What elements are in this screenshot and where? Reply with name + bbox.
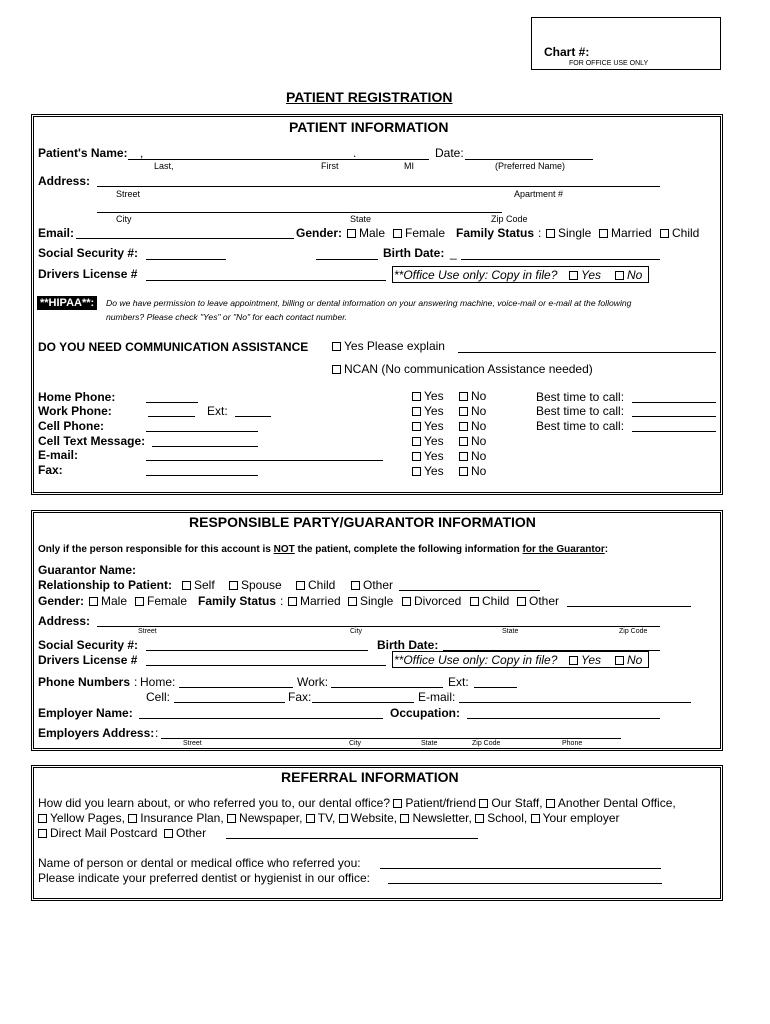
- license-label: Drivers License #: [38, 267, 138, 281]
- occupation-field[interactable]: [467, 718, 660, 719]
- comm-explain-field[interactable]: [458, 352, 716, 353]
- license-field[interactable]: [146, 280, 386, 281]
- g-other-checkbox[interactable]: [517, 597, 526, 606]
- ext-label: Ext:: [207, 404, 228, 418]
- fax-no-checkbox[interactable]: [459, 467, 468, 476]
- work-yes-label: Yes: [424, 404, 444, 418]
- office-use-text: **Office Use only: Copy in file?: [394, 268, 558, 282]
- g-phone-label: Phone Numbers: [38, 675, 131, 689]
- referral-row-3: [38, 826, 206, 840]
- g-female-checkbox[interactable]: [135, 597, 144, 606]
- sub-zip: Zip Code: [491, 214, 528, 224]
- office-no-checkbox[interactable]: [615, 271, 624, 280]
- ssn-label: Social Security #:: [38, 246, 139, 260]
- rel-other-label: Other: [363, 578, 394, 592]
- email-yes-checkbox[interactable]: [412, 452, 421, 461]
- referral-question: How did you learn about, or who referred you to, our dental office?: [38, 796, 390, 810]
- e-sub-zip: Zip Code: [472, 740, 501, 747]
- insurance-plan-label: Insurance Plan,: [140, 811, 224, 825]
- home-yes-checkbox[interactable]: [412, 392, 421, 401]
- sub-street: Street: [116, 189, 141, 199]
- self-label: Self: [194, 578, 215, 592]
- chart-number-label: Chart #:: [544, 45, 590, 59]
- note-c: :: [604, 544, 609, 555]
- fax-label: Fax:: [38, 463, 63, 477]
- sub-state: State: [350, 214, 372, 224]
- g-home-label: Home:: [140, 675, 176, 689]
- office-no-label: No: [627, 268, 643, 282]
- employers-address-label: Employers Address:: [38, 726, 155, 740]
- g-office-no-checkbox[interactable]: [615, 656, 624, 665]
- email2-field[interactable]: [146, 460, 383, 461]
- g-email-field[interactable]: [459, 702, 691, 703]
- child-label: Child: [672, 226, 700, 240]
- g-work-label: Work:: [297, 675, 329, 689]
- g-office-yes-checkbox[interactable]: [569, 656, 578, 665]
- referral-other-label: Other: [176, 826, 207, 840]
- cell-phone-label: Cell Phone:: [38, 419, 105, 433]
- g-ext-label: Ext:: [448, 675, 469, 689]
- best-time-field-2[interactable]: [632, 416, 716, 417]
- single-checkbox[interactable]: [546, 229, 555, 238]
- g-cell-label: Cell:: [146, 690, 171, 704]
- text-yes-label: Yes: [424, 434, 444, 448]
- g-fax-label: Fax:: [288, 690, 312, 704]
- newsletter-checkbox[interactable]: [400, 814, 409, 823]
- referral-row-2: [38, 811, 620, 825]
- your-employer-label: Your employer: [542, 811, 620, 825]
- work-phone-field[interactable]: [148, 416, 195, 417]
- referral-row-1: [38, 796, 676, 810]
- city-state-zip-field[interactable]: [97, 212, 502, 213]
- home-phone-field[interactable]: [146, 402, 198, 403]
- note-b: the patient, complete the following information: [294, 544, 523, 555]
- comm-yes-checkbox[interactable]: [332, 342, 341, 351]
- sub-apartment: Apartment #: [514, 189, 564, 199]
- ssn-field-2[interactable]: [316, 259, 378, 260]
- g-ssn-field[interactable]: [146, 650, 368, 651]
- g-address-label: Address:: [38, 614, 91, 628]
- g-birth-label: Birth Date:: [377, 638, 439, 652]
- cell-text-field[interactable]: [152, 446, 258, 447]
- g-email-label: E-mail:: [418, 690, 456, 704]
- g-other-label: Other: [529, 594, 560, 608]
- referral-other-field[interactable]: [226, 838, 478, 839]
- sub-preferred-name: (Preferred Name): [495, 161, 566, 171]
- home-no-label: No: [471, 389, 487, 403]
- g-child-checkbox[interactable]: [470, 597, 479, 606]
- g-ext-field[interactable]: [474, 687, 517, 688]
- cell-yes-checkbox[interactable]: [412, 422, 421, 431]
- fax-no-label: No: [471, 464, 487, 478]
- employers-address-field[interactable]: [161, 738, 621, 739]
- fax-yes-checkbox[interactable]: [412, 467, 421, 476]
- g-female-label: Female: [147, 594, 188, 608]
- g-married-checkbox[interactable]: [288, 597, 297, 606]
- hipaa-text-2: numbers? Please check "Yes" or "No" for each contact number.: [106, 312, 348, 322]
- guarantor-note: [38, 544, 608, 555]
- birth-date-field[interactable]: [461, 259, 660, 260]
- sub-mi: MI: [404, 161, 414, 171]
- date-field[interactable]: [465, 159, 593, 160]
- g-single-label: Single: [360, 594, 394, 608]
- best-time-field-3[interactable]: [632, 431, 716, 432]
- school-label: School,: [487, 811, 528, 825]
- ncan-label: NCAN (No communication Assistance needed): [344, 362, 593, 376]
- email-no-checkbox[interactable]: [459, 452, 468, 461]
- preferred-dentist-field[interactable]: [388, 883, 662, 884]
- note-a: Only if the person responsible for this account is: [38, 544, 274, 555]
- newsletter-label: Newsletter,: [412, 811, 472, 825]
- guarantor-name-label: Guarantor Name:: [38, 563, 137, 577]
- tv-checkbox[interactable]: [306, 814, 315, 823]
- sub-last: Last,: [154, 161, 174, 171]
- patient-friend-label: Patient/friend: [405, 796, 477, 810]
- email2-label: E-mail:: [38, 448, 79, 462]
- email-field[interactable]: [76, 238, 294, 239]
- e-sub-street: Street: [183, 740, 202, 747]
- e-sub-state: State: [421, 740, 438, 747]
- g-license-field[interactable]: [146, 665, 386, 666]
- school-checkbox[interactable]: [475, 814, 484, 823]
- cell-text-label: Cell Text Message:: [38, 434, 146, 448]
- home-phone-label: Home Phone:: [38, 390, 116, 404]
- address-label: Address:: [38, 174, 91, 188]
- website-label: Website,: [350, 811, 398, 825]
- g-male-checkbox[interactable]: [89, 597, 98, 606]
- direct-mail-checkbox[interactable]: [38, 829, 47, 838]
- female-checkbox[interactable]: [393, 229, 402, 238]
- cell-phone-field[interactable]: [146, 431, 258, 432]
- g-other-field[interactable]: [567, 606, 691, 607]
- office-use-note: FOR OFFICE USE ONLY: [569, 60, 649, 67]
- ncan-checkbox[interactable]: [332, 365, 341, 374]
- g-sub-state: State: [502, 628, 519, 635]
- our-staff-checkbox[interactable]: [479, 799, 488, 808]
- relationship-label: Relationship to Patient:: [38, 578, 173, 592]
- g-address-field[interactable]: [97, 626, 660, 627]
- g-fax-field[interactable]: [312, 702, 414, 703]
- employer-field[interactable]: [139, 718, 383, 719]
- g-sub-street: Street: [138, 628, 157, 635]
- office-yes-checkbox[interactable]: [569, 271, 578, 280]
- newspaper-checkbox[interactable]: [227, 814, 236, 823]
- work-phone-label: Work Phone:: [38, 404, 112, 418]
- note-not: NOT: [273, 544, 295, 555]
- work-no-checkbox[interactable]: [459, 407, 468, 416]
- patient-friend-checkbox[interactable]: [393, 799, 402, 808]
- hipaa-text-1: Do we have permission to leave appointment, billing or dental information on your answering machine, voice-mail or e-mail at the following: [106, 298, 632, 308]
- patient-section-title: PATIENT INFORMATION: [289, 119, 449, 135]
- tv-label: TV,: [317, 811, 336, 825]
- email-label: Email:: [38, 226, 75, 240]
- g-divorced-label: Divorced: [414, 594, 462, 608]
- another-dental-label: Another Dental Office,: [557, 796, 676, 810]
- self-checkbox[interactable]: [182, 581, 191, 590]
- single-label: Single: [558, 226, 592, 240]
- website-checkbox[interactable]: [339, 814, 348, 823]
- form-title: PATIENT REGISTRATION: [286, 89, 453, 105]
- note-for: for the Guarantor: [522, 544, 605, 555]
- name-dot: .: [353, 146, 357, 160]
- spouse-checkbox[interactable]: [229, 581, 238, 590]
- male-label: Male: [359, 226, 386, 240]
- insurance-plan-checkbox[interactable]: [128, 814, 137, 823]
- cell-no-checkbox[interactable]: [459, 422, 468, 431]
- fax-field[interactable]: [146, 475, 258, 476]
- yellow-pages-label: Yellow Pages,: [50, 811, 125, 825]
- male-checkbox[interactable]: [347, 229, 356, 238]
- g-office-yes-label: Yes: [581, 653, 602, 667]
- g-single-checkbox[interactable]: [348, 597, 357, 606]
- g-office-use-text: **Office Use only: Copy in file?: [394, 653, 558, 667]
- hipaa-tag: **HIPAA**:: [37, 296, 97, 310]
- patient-name-label: Patient's Name:: [38, 146, 128, 160]
- e-sub-phone: Phone: [562, 740, 583, 747]
- our-staff-label: Our Staff,: [491, 796, 543, 810]
- g-married-label: Married: [300, 594, 341, 608]
- home-yes-label: Yes: [424, 389, 444, 403]
- rel-other-field[interactable]: [399, 590, 540, 591]
- street-field[interactable]: [97, 186, 660, 187]
- g-office-no-label: No: [627, 653, 643, 667]
- g-divorced-checkbox[interactable]: [402, 597, 411, 606]
- ext-field[interactable]: [235, 416, 271, 417]
- best-time-label-2: Best time to call:: [536, 404, 625, 418]
- best-time-label-3: Best time to call:: [536, 419, 625, 433]
- referrer-label: Name of person or dental or medical office who referred you:: [38, 856, 361, 870]
- text-yes-checkbox[interactable]: [412, 437, 421, 446]
- office-yes-label: Yes: [581, 268, 602, 282]
- sub-first: First: [321, 161, 339, 171]
- referral-section-title: REFERRAL INFORMATION: [281, 769, 459, 785]
- your-employer-checkbox[interactable]: [531, 814, 540, 823]
- e-sub-city: City: [349, 740, 362, 747]
- rel-child-label: Child: [308, 578, 336, 592]
- name-separator: ,: [140, 146, 144, 160]
- direct-mail-label: Direct Mail Postcard: [50, 826, 158, 840]
- email-yes-label: Yes: [424, 449, 444, 463]
- occupation-label: Occupation:: [390, 706, 461, 720]
- patient-name-field[interactable]: [128, 159, 429, 160]
- comm-yes-label: Yes Please explain: [344, 339, 445, 353]
- family-status-label: Family Status: [456, 226, 535, 240]
- married-label: Married: [611, 226, 652, 240]
- sub-city: City: [116, 214, 132, 224]
- g-child-label: Child: [482, 594, 510, 608]
- guarantor-gender-label: Gender:: [38, 594, 85, 608]
- g-work-field[interactable]: [331, 687, 443, 688]
- employer-label: Employer Name:: [38, 706, 133, 720]
- g-family-status-label: Family Status: [198, 594, 277, 608]
- birth-date-label: Birth Date:: [383, 246, 445, 260]
- birth-prefix: _: [450, 246, 457, 260]
- g-sub-city: City: [350, 628, 363, 635]
- communication-label: DO YOU NEED COMMUNICATION ASSISTANCE: [38, 340, 309, 354]
- gender-label: Gender:: [296, 226, 343, 240]
- date-label: Date:: [435, 146, 464, 160]
- g-cell-field[interactable]: [174, 702, 285, 703]
- g-home-field[interactable]: [179, 687, 293, 688]
- rel-child-checkbox[interactable]: [296, 581, 305, 590]
- work-no-label: No: [471, 404, 487, 418]
- g-ssn-label: Social Security #:: [38, 638, 139, 652]
- referral-other-checkbox[interactable]: [164, 829, 173, 838]
- referrer-field[interactable]: [380, 868, 661, 869]
- best-time-label-1: Best time to call:: [536, 390, 625, 404]
- guarantor-section-title: RESPONSIBLE PARTY/GUARANTOR INFORMATION: [189, 514, 536, 530]
- g-license-label: Drivers License #: [38, 653, 138, 667]
- home-no-checkbox[interactable]: [459, 392, 468, 401]
- spouse-label: Spouse: [241, 578, 282, 592]
- ssn-field[interactable]: [146, 259, 226, 260]
- best-time-field-1[interactable]: [632, 402, 716, 403]
- fax-yes-label: Yes: [424, 464, 444, 478]
- rel-other-checkbox[interactable]: [351, 581, 360, 590]
- work-yes-checkbox[interactable]: [412, 407, 421, 416]
- g-sub-zip: Zip Code: [619, 628, 648, 635]
- married-checkbox[interactable]: [599, 229, 608, 238]
- text-no-checkbox[interactable]: [459, 437, 468, 446]
- g-male-label: Male: [101, 594, 128, 608]
- cell-no-label: No: [471, 419, 487, 433]
- newspaper-label: Newspaper,: [239, 811, 303, 825]
- chart-box: [531, 17, 721, 70]
- cell-yes-label: Yes: [424, 419, 444, 433]
- female-label: Female: [405, 226, 446, 240]
- child-checkbox[interactable]: [660, 229, 669, 238]
- preferred-dentist-label: Please indicate your preferred dentist or hygienist in our office:: [38, 871, 370, 885]
- another-dental-checkbox[interactable]: [546, 799, 555, 808]
- text-no-label: No: [471, 434, 487, 448]
- email-no-label: No: [471, 449, 487, 463]
- yellow-pages-checkbox[interactable]: [38, 814, 47, 823]
